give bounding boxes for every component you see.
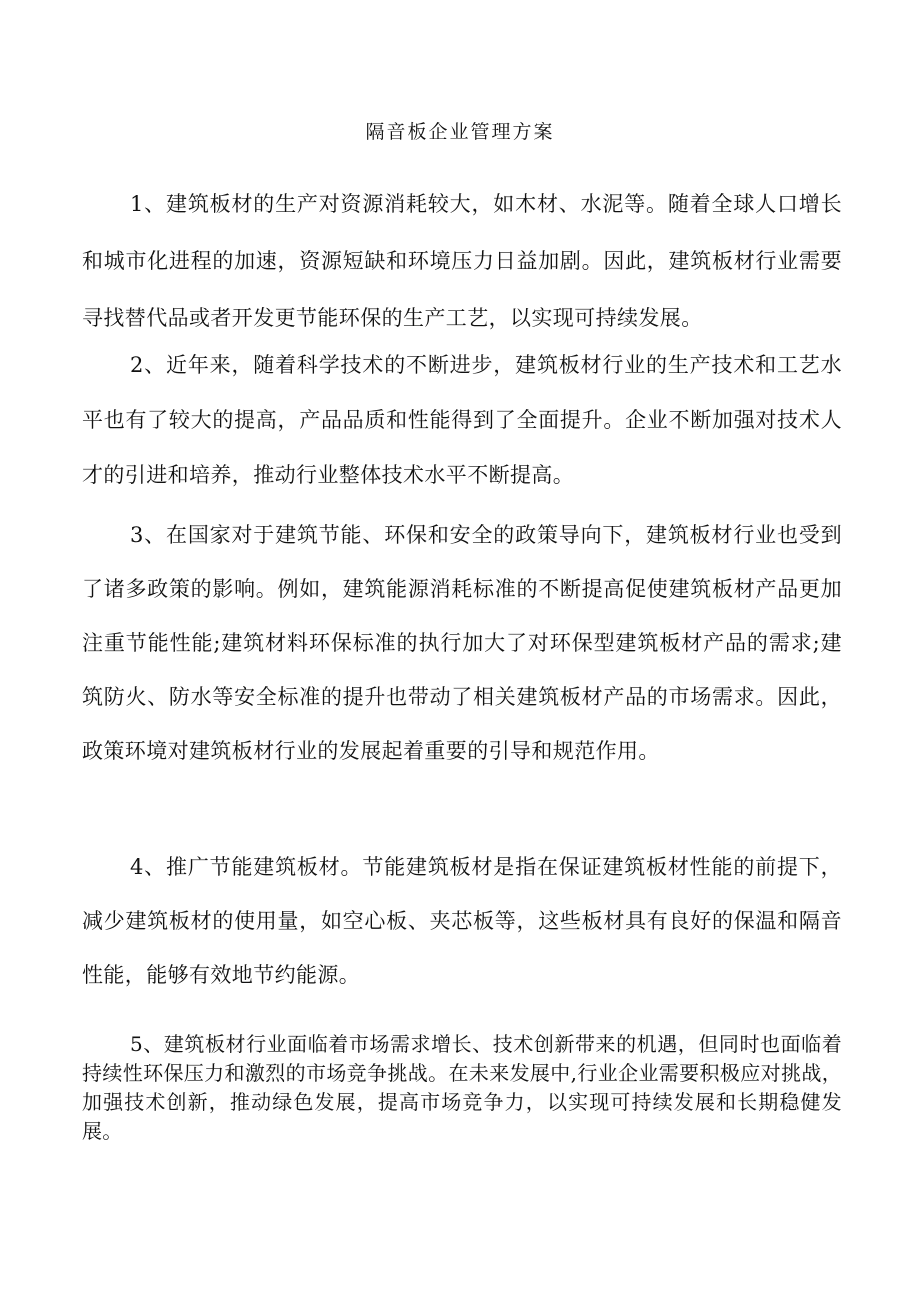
paragraph-5: 5、建筑板材行业面临着市场需求增长、技术创新带来的机遇，但同时也面临着持续性环保压力和激烈的市场竞争挑战。在未来发展中,行业企业需要积极应对挑战，加强技术创新，推动绿色发展，提高市场竞争力，以实现可持续发展和长期稳健发展。: [82, 1032, 842, 1143]
paragraph-2: 2、近年来，随着科学技术的不断进步，建筑板材行业的生产技术和工艺水平也有了较大的提高，产品品质和性能得到了全面提升。企业不断加强对技术人才的引进和培养，推动行业整体技术水平不断提高。: [82, 353, 842, 487]
paragraph-1: 1、建筑板材的生产对资源消耗较大，如木材、水泥等。随着全球人口增长和城市化进程的加速，资源短缺和环境压力日益加剧。因此，建筑板材行业需要寻找替代品或者开发更节能环保的生产工艺，以实现可持续发展。: [82, 192, 842, 330]
document-title: 隔音板企业管理方案: [365, 121, 555, 143]
paragraph-3: 3、在国家对于建筑节能、环保和安全的政策导向下，建筑板材行业也受到了诸多政策的影响。例如，建筑能源消耗标准的不断提高促使建筑板材产品更加注重节能性能;建筑材料环保标准的执行加大了对环保型建筑板材产品的需求;建筑防火、防水等安全标准的提升也带动了相关建筑板材产品的市场需求。因此，政策环境对建筑板材行业的发展起着重要的引导和规范作用。: [82, 523, 842, 763]
paragraph-4: 4、推广节能建筑板材。节能建筑板材是指在保证建筑板材性能的前提下，减少建筑板材的使用量，如空心板、夹芯板等，这些板材具有良好的保温和隔音性能，能够有效地节约能源。: [82, 855, 842, 987]
